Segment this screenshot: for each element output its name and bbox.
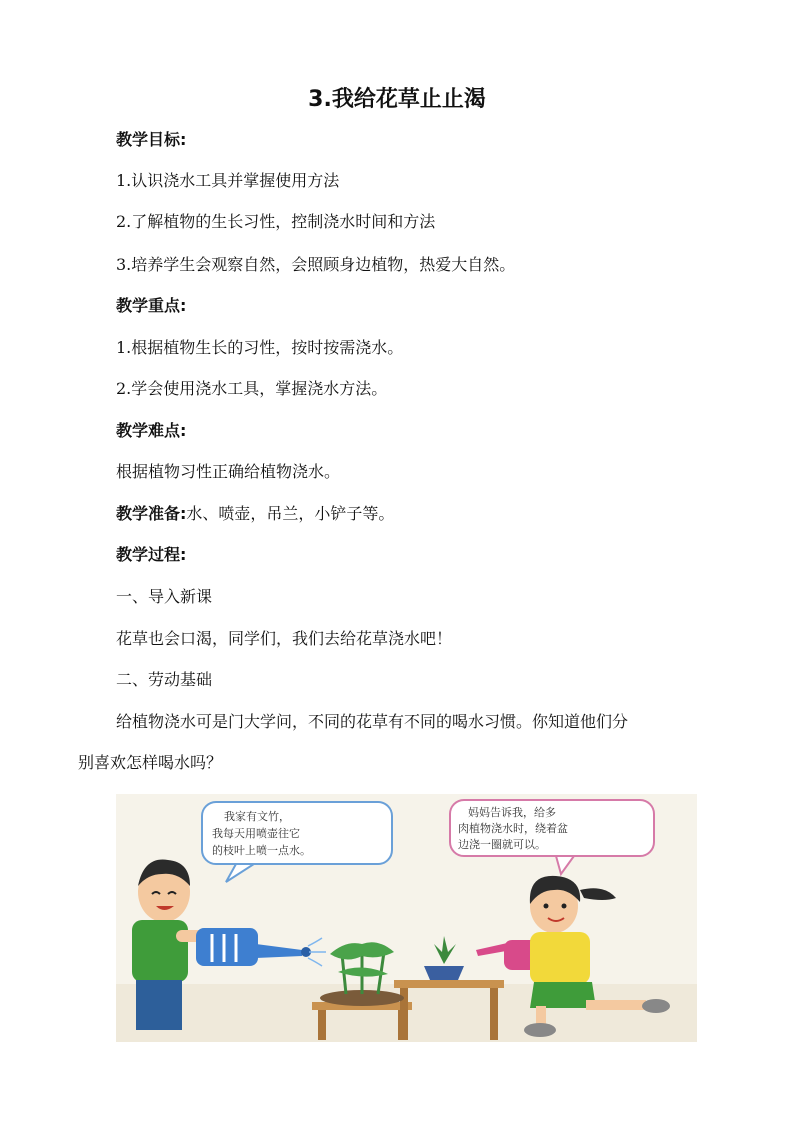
section1-text: 花草也会口渴，同学们，我们去给花草浇水吧！ <box>116 629 453 648</box>
section1-heading: 一、导入新课 <box>116 587 213 606</box>
goal-item-3: 3.培养学生会观察自然，会照顾身边植物，热爱大自然。 <box>116 255 516 274</box>
difficulty-heading: 教学难点: <box>116 421 187 440</box>
key-point-item-2: 2.学会使用浇水工具，掌握浇水方法。 <box>116 379 388 398</box>
key-points-heading: 教学重点: <box>116 296 187 315</box>
process-heading: 教学过程: <box>116 545 187 564</box>
preparation-line <box>116 504 394 524</box>
bubble-right-line1: 妈妈告诉我，给多 <box>468 806 556 819</box>
goal-item-1: 1.认识浇水工具并掌握使用方法 <box>116 171 340 190</box>
key-point-item-1: 1.根据植物生长的习性，按时按需浇水。 <box>116 338 404 357</box>
bubble-left-line3: 的枝叶上喷一点水。 <box>212 844 311 857</box>
goals-heading: 教学目标: <box>116 130 187 149</box>
preparation-heading: 教学准备: <box>116 504 187 523</box>
page-title: 3.我给花草止止渴 <box>308 87 486 112</box>
section2-text-line1: 给植物浇水可是门大学问，不同的花草有不同的喝水习惯。你知道他们分 <box>116 712 629 731</box>
goal-item-2: 2.了解植物的生长习性，控制浇水时间和方法 <box>116 212 436 231</box>
bubble-right-line2: 肉植物浇水时，绕着盆 <box>458 822 568 835</box>
section2-heading: 二、劳动基础 <box>116 670 213 689</box>
bubble-left-line2: 我每天用喷壶往它 <box>212 827 300 840</box>
watering-illustration <box>116 794 697 1042</box>
bubble-right-line3: 边浇一圈就可以。 <box>458 838 546 851</box>
boy-shirt <box>132 920 188 982</box>
preparation-text: 水、喷壶，吊兰，小铲子等。 <box>186 504 395 523</box>
difficulty-text: 根据植物习性正确给植物浇水。 <box>116 462 341 481</box>
bubble-left-line1: 我家有文竹， <box>224 810 290 823</box>
girl-shirt <box>530 932 590 984</box>
section2-text-line2: 别喜欢怎样喝水吗？ <box>78 753 223 772</box>
